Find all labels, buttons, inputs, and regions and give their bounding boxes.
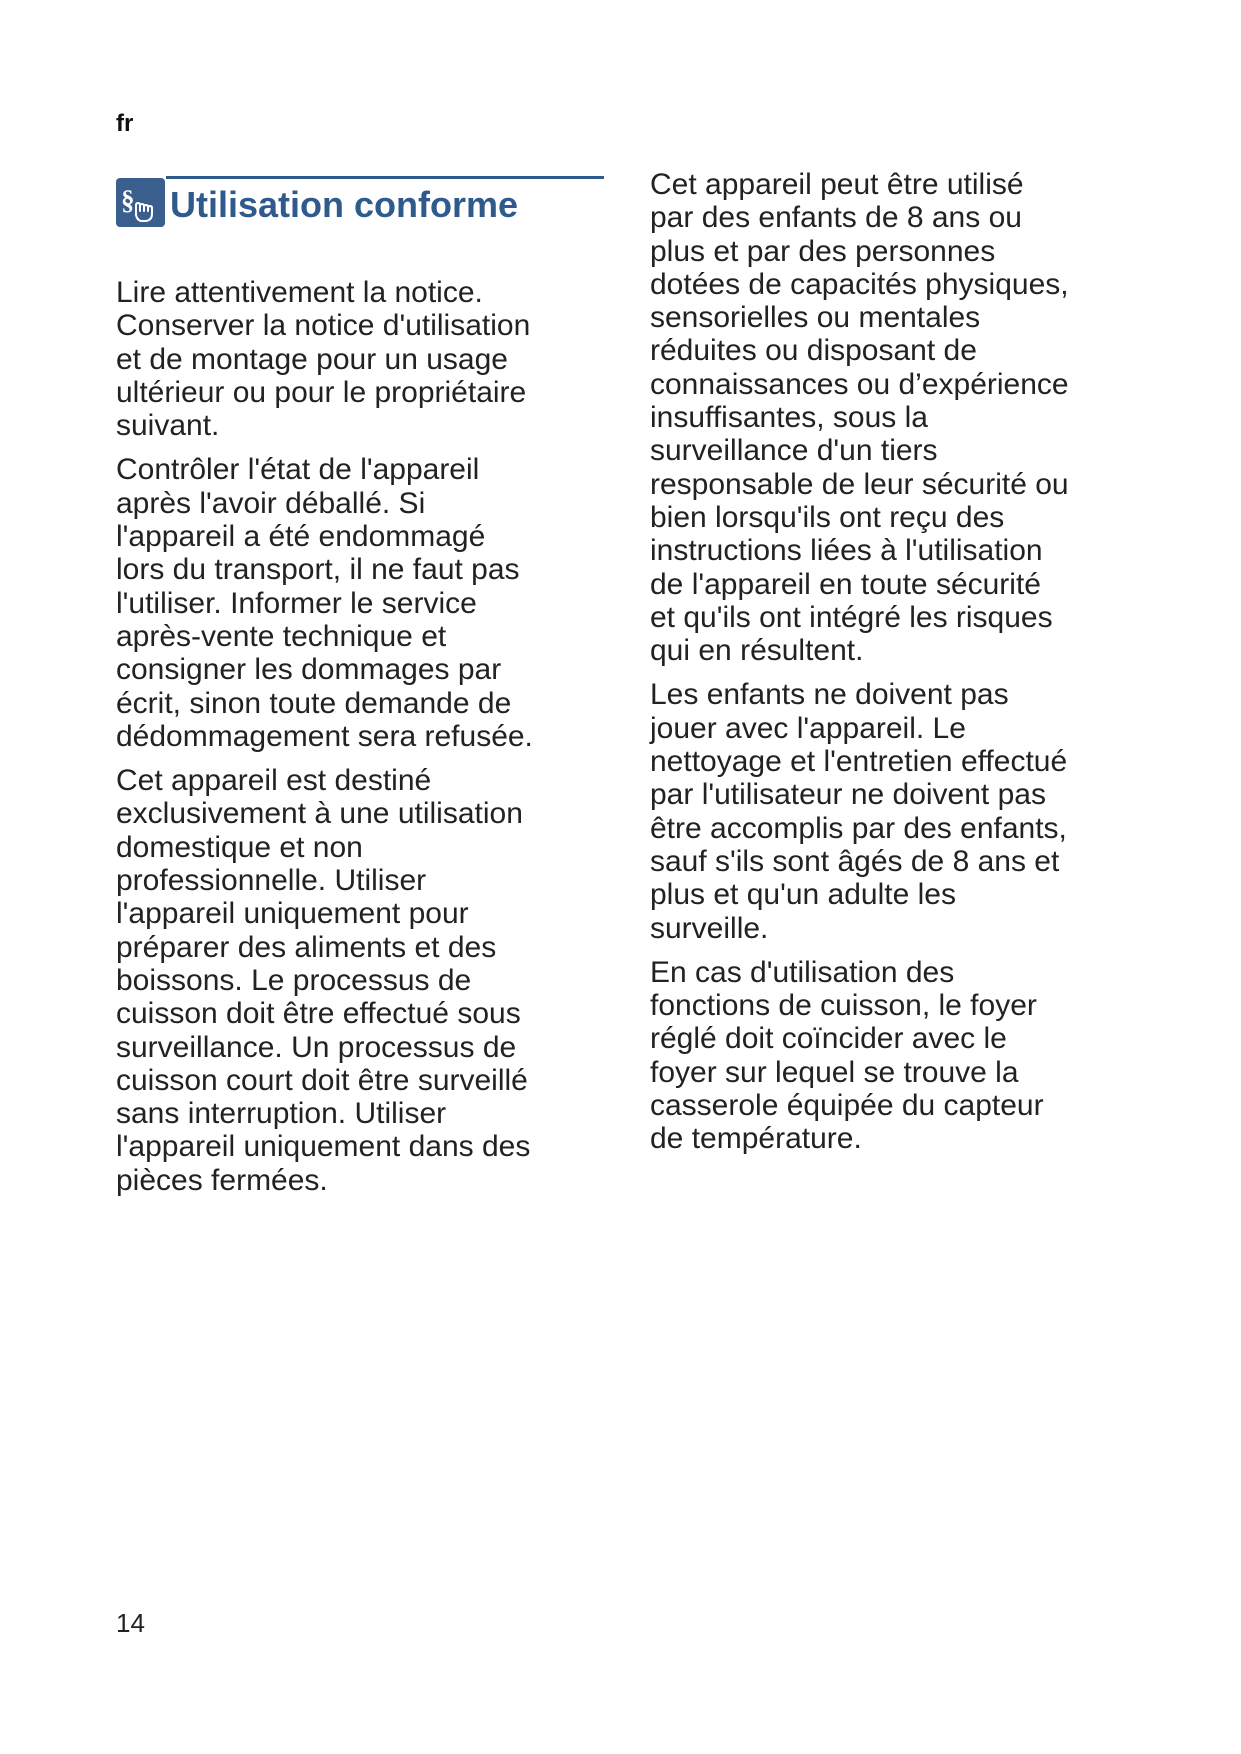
section-title: Utilisation conforme xyxy=(170,184,519,225)
paragraph: Contrôler l'état de l'appareil après l'avoir déballé. Si l'appareil a été endommagé lors du transport, il ne faut pas l'utiliser. Informer le service après-vente technique et consigner les dommages par écrit, sinon toute demande de dédommagement sera refusée. xyxy=(116,453,533,753)
paragraph: Les enfants ne doivent pas jouer avec l'appareil. Le nettoyage et l'entretien effectué par l'utilisateur ne doivent pas être accomplis par des enfants, sauf s'ils sont âgés de 8 ans et plus et qu'un adulte les surveille. xyxy=(650,678,1068,945)
paragraph: Cet appareil est destiné exclusivement à une utilisation domestique et non professionnelle. Utiliser l'appareil uniquement pour préparer des aliments et des boissons. Le processus de cuisson doit être effectué sous surveillance. Un processus de cuisson court doit être surveillé sans interruption. Utiliser l'appareil uniquement dans des pièces fermées. xyxy=(116,764,531,1197)
language-label: fr xyxy=(116,110,134,137)
paragraph: Cet appareil peut être utilisé par des enfants de 8 ans ou plus et par des personnes dotées de capacités physiques, sensorielles ou mentales réduites ou disposant de connaissances ou d’expérience insuffisantes, sous la surveillance d'un tiers responsable de leur sécurité ou bien lorsqu'ils ont reçu des instructions liées à l'utilisation de l'appareil en toute sécurité et qu'ils ont intégré les risques qui en résultent. xyxy=(650,168,1069,668)
paragraph: Lire attentivement la notice. Conserver la notice d'utilisation et de montage pour un usage ultérieur ou pour le propriétaire suivant. xyxy=(116,276,531,443)
paragraph: En cas d'utilisation des fonctions de cuisson, le foyer réglé doit coïncider avec le foyer sur lequel se trouve la casserole équipée du capteur de température. xyxy=(650,955,1044,1156)
section-hand-icon xyxy=(116,178,165,227)
svg-text:§: § xyxy=(121,185,135,215)
left-column xyxy=(116,276,604,1208)
section-heading xyxy=(116,176,604,228)
right-column xyxy=(650,168,1140,1167)
page-number: 14 xyxy=(116,1608,145,1638)
heading-rule xyxy=(166,176,604,179)
